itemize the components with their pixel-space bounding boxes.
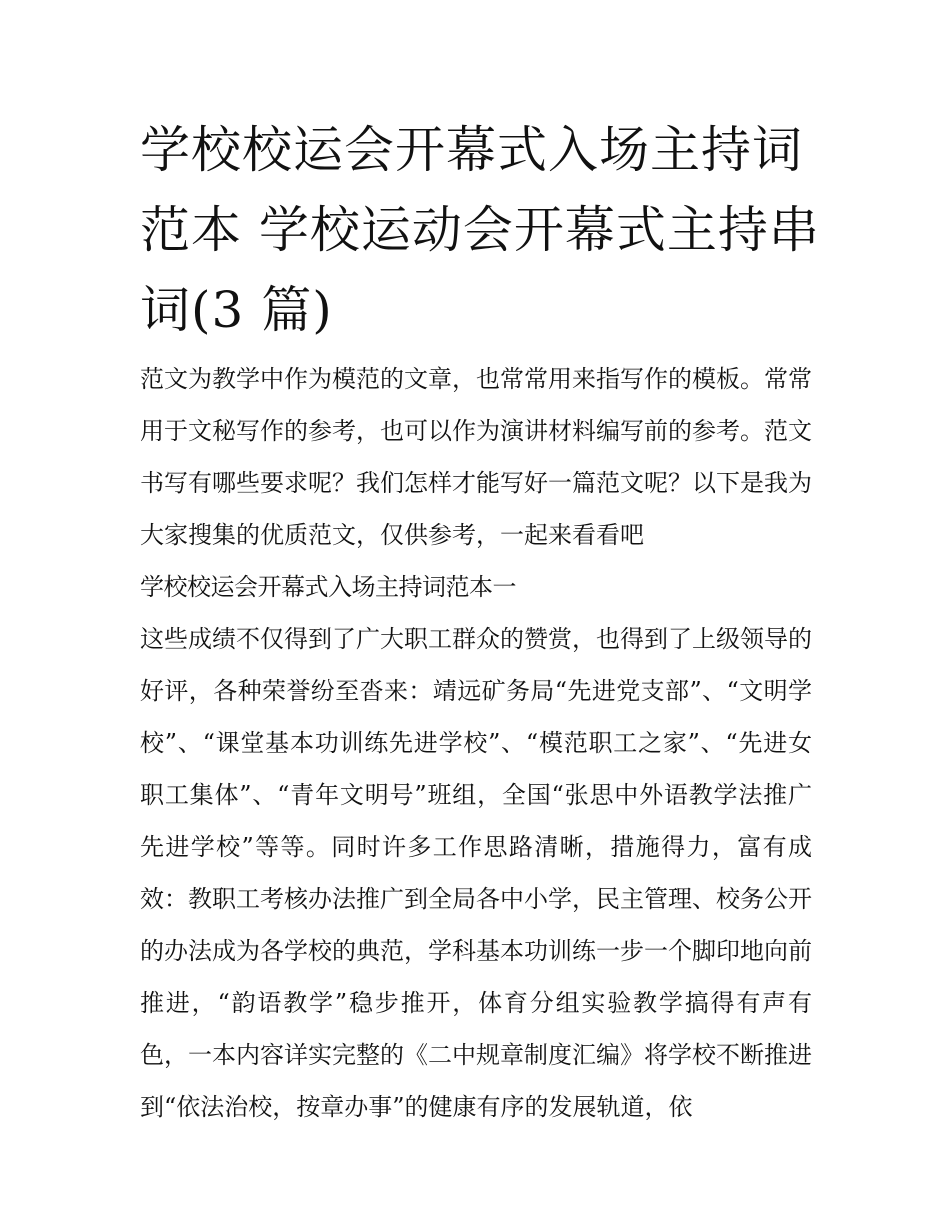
intro-paragraph: 范文为教学中作为模范的文章，也常常用来指写作的模板。常常用于文秘写作的参考，也可以作为演讲材料编写前的参考。范文书写有哪些要求呢？我们怎样才能写好一篇范文呢？以下是我为大家搜集的优质范文，仅供参考，一起来看看吧 — [140, 365, 812, 549]
document-title: 学校校运会开幕式入场主持词范本 学校运动会开幕式主持串词(3 篇) — [140, 121, 820, 339]
body-paragraph: 这些成绩不仅得到了广大职工群众的赞赏，也得到了上级领导的好评，各种荣誉纷至沓来：靖远矿务局“先进党支部”、“文明学校”、“课堂基本功训练先进学校”、“模范职工之家”、“先进女职工集体”、“青年文明号”班组，全国“张思中外语教学法推广先进学校”等等。同时许多工作思路清晰，措施得力，富有成效：教职工考核办法推广到全局各中小学，民主管理、校务公开的办法成为各学校的典范，学科基本功训练一步一个脚印地向前推进，“韵语教学”稳步推开，体育分组实验教学搞得有声有色，一本内容详实完整的《二中规章制度汇编》将学校不断推进到“依法治校，按章办事”的健康有序的发展轨道，依 — [140, 625, 812, 1121]
section-heading: 学校校运会开幕式入场主持词范本一 — [140, 573, 516, 601]
document-body — [140, 353, 812, 1133]
